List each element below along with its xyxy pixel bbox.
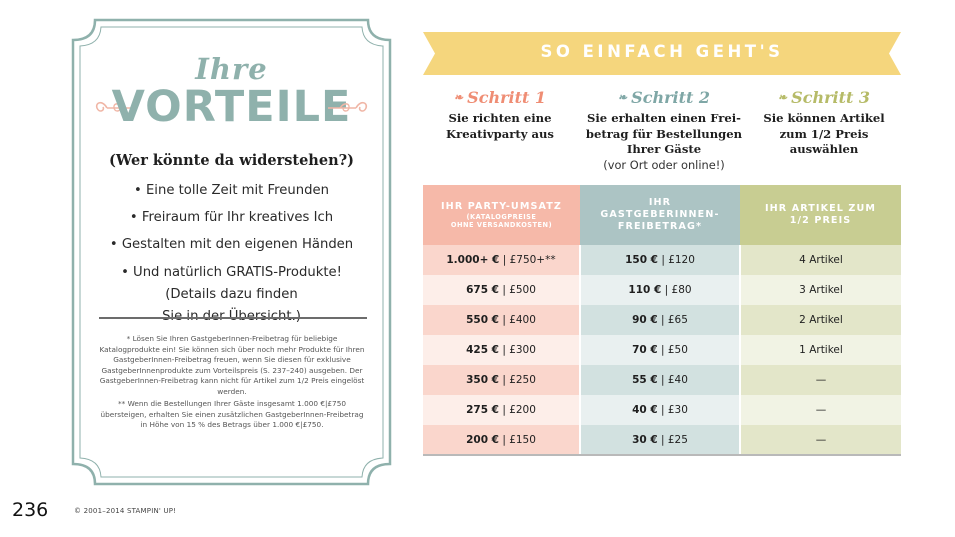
cell-credit: 55 € | £40 <box>580 365 740 395</box>
cell-sales: 425 € | £300 <box>423 335 580 365</box>
step-desc-line: betrag für Bestellungen <box>585 126 743 141</box>
step-1 <box>425 88 575 142</box>
table-row <box>423 245 901 275</box>
step-title: Schritt 3 <box>791 88 871 107</box>
cell-sales: 1.000+ € | £750+** <box>423 245 580 275</box>
footnotes <box>97 334 367 431</box>
cell-sales: 675 € | £500 <box>423 275 580 305</box>
cell-credit: 40 € | £30 <box>580 395 740 425</box>
table-row <box>423 365 901 395</box>
heading-ihre: Ihre <box>195 52 268 86</box>
divider <box>99 317 367 319</box>
step-desc-line: Sie richten eine <box>448 111 552 125</box>
footnote: ** Wenn die Bestellungen Ihrer Gäste insgesamt 1.000 €|£750 übersteigen, erhalten Sie einen zusätzlichen GastgeberInnen-Freibetrag in Höhe von 15 % des Betrags über 1.000 €|£750. <box>100 399 364 429</box>
table-row <box>423 395 901 425</box>
ornament-icon: ❧ <box>617 91 628 104</box>
table-header-row <box>423 185 901 245</box>
banner-title: SO EINFACH GEHT'S <box>540 42 784 61</box>
step-desc-line: Ihrer Gäste <box>626 142 702 156</box>
cell-credit: 30 € | £25 <box>580 425 740 455</box>
cell-half-price: — <box>740 395 901 425</box>
benefit-item: • Und natürlich GRATIS-Produkte! <box>121 265 342 280</box>
step-desc-line: Kreativparty aus <box>446 126 554 141</box>
cell-credit: 90 € | £65 <box>580 305 740 335</box>
subtitle: (Wer könnte da widerstehen?) <box>109 152 354 169</box>
step-desc-line: Sie können Artikel <box>763 111 885 125</box>
benefit-item: • Gestalten mit den eigenen Händen <box>109 237 354 252</box>
cell-sales: 275 € | £200 <box>423 395 580 425</box>
cell-sales: 350 € | £250 <box>423 365 580 395</box>
column-header-credit: IHR GASTGEBERINNEN- FREIBETRAG* <box>580 185 740 245</box>
table-row <box>423 335 901 365</box>
benefit-item: • Eine tolle Zeit mit Freunden <box>134 183 329 198</box>
copyright: © 2001–2014 STAMPIN' UP! <box>74 507 177 515</box>
benefits-frame <box>71 18 392 486</box>
cell-half-price: 3 Artikel <box>740 275 901 305</box>
step-title: Schritt 1 <box>467 88 547 107</box>
heading-vorteile: VORTEILE <box>111 82 352 132</box>
cell-credit: 110 € | £80 <box>580 275 740 305</box>
rewards-table <box>423 185 901 456</box>
ornament-icon: ❧ <box>777 91 788 104</box>
details-line: (Details dazu finden <box>165 287 298 302</box>
benefit-item: • Freiraum für Ihr kreatives Ich <box>129 210 334 225</box>
ornament-icon: ❧ <box>453 91 464 104</box>
cell-half-price: — <box>740 365 901 395</box>
cell-half-price: 2 Artikel <box>740 305 901 335</box>
cell-sales: 550 € | £400 <box>423 305 580 335</box>
cell-sales: 200 € | £150 <box>423 425 580 455</box>
step-desc-line: Sie erhalten einen Frei- <box>587 111 741 125</box>
right-flourish-icon <box>326 98 370 118</box>
footnote: * Lösen Sie Ihren GastgeberInnen-Freibetrag für beliebige Katalogprodukte ein! Sie können sich über noch mehr Produkte für Ihren GastgeberInnen-Freibetrag freuen, wenn Sie diesen für exklusive GastgeberInnenprodukte zum Vorteilspreis (S. 237–240) ausgeben. Der GastgeberInnen-Freibetrag kann nicht für Artikel zum 1/2 Preis eingelöst werden. <box>99 334 365 396</box>
column-header-half-price: IHR ARTIKEL ZUM 1/2 PREIS <box>740 185 901 245</box>
step-3 <box>744 88 904 158</box>
column-header-sales: IHR PARTY-UMSATZ (KATALOGPREISE OHNE VERSANDKOSTEN) <box>423 185 580 245</box>
table-row <box>423 305 901 335</box>
cell-half-price: 4 Artikel <box>740 245 901 275</box>
benefits-list <box>71 181 392 328</box>
step-title: Schritt 2 <box>631 88 711 107</box>
table-row <box>423 275 901 305</box>
step-note: (vor Ort oder online!) <box>603 157 725 172</box>
table-row <box>423 425 901 455</box>
cell-credit: 70 € | £50 <box>580 335 740 365</box>
step-desc-line: auswählen <box>789 142 859 156</box>
cell-credit: 150 € | £120 <box>580 245 740 275</box>
cell-half-price: — <box>740 425 901 455</box>
step-desc-line: zum 1/2 Preis <box>779 126 869 141</box>
page-number: 236 <box>12 499 49 521</box>
step-2 <box>584 88 744 172</box>
cell-half-price: 1 Artikel <box>740 335 901 365</box>
